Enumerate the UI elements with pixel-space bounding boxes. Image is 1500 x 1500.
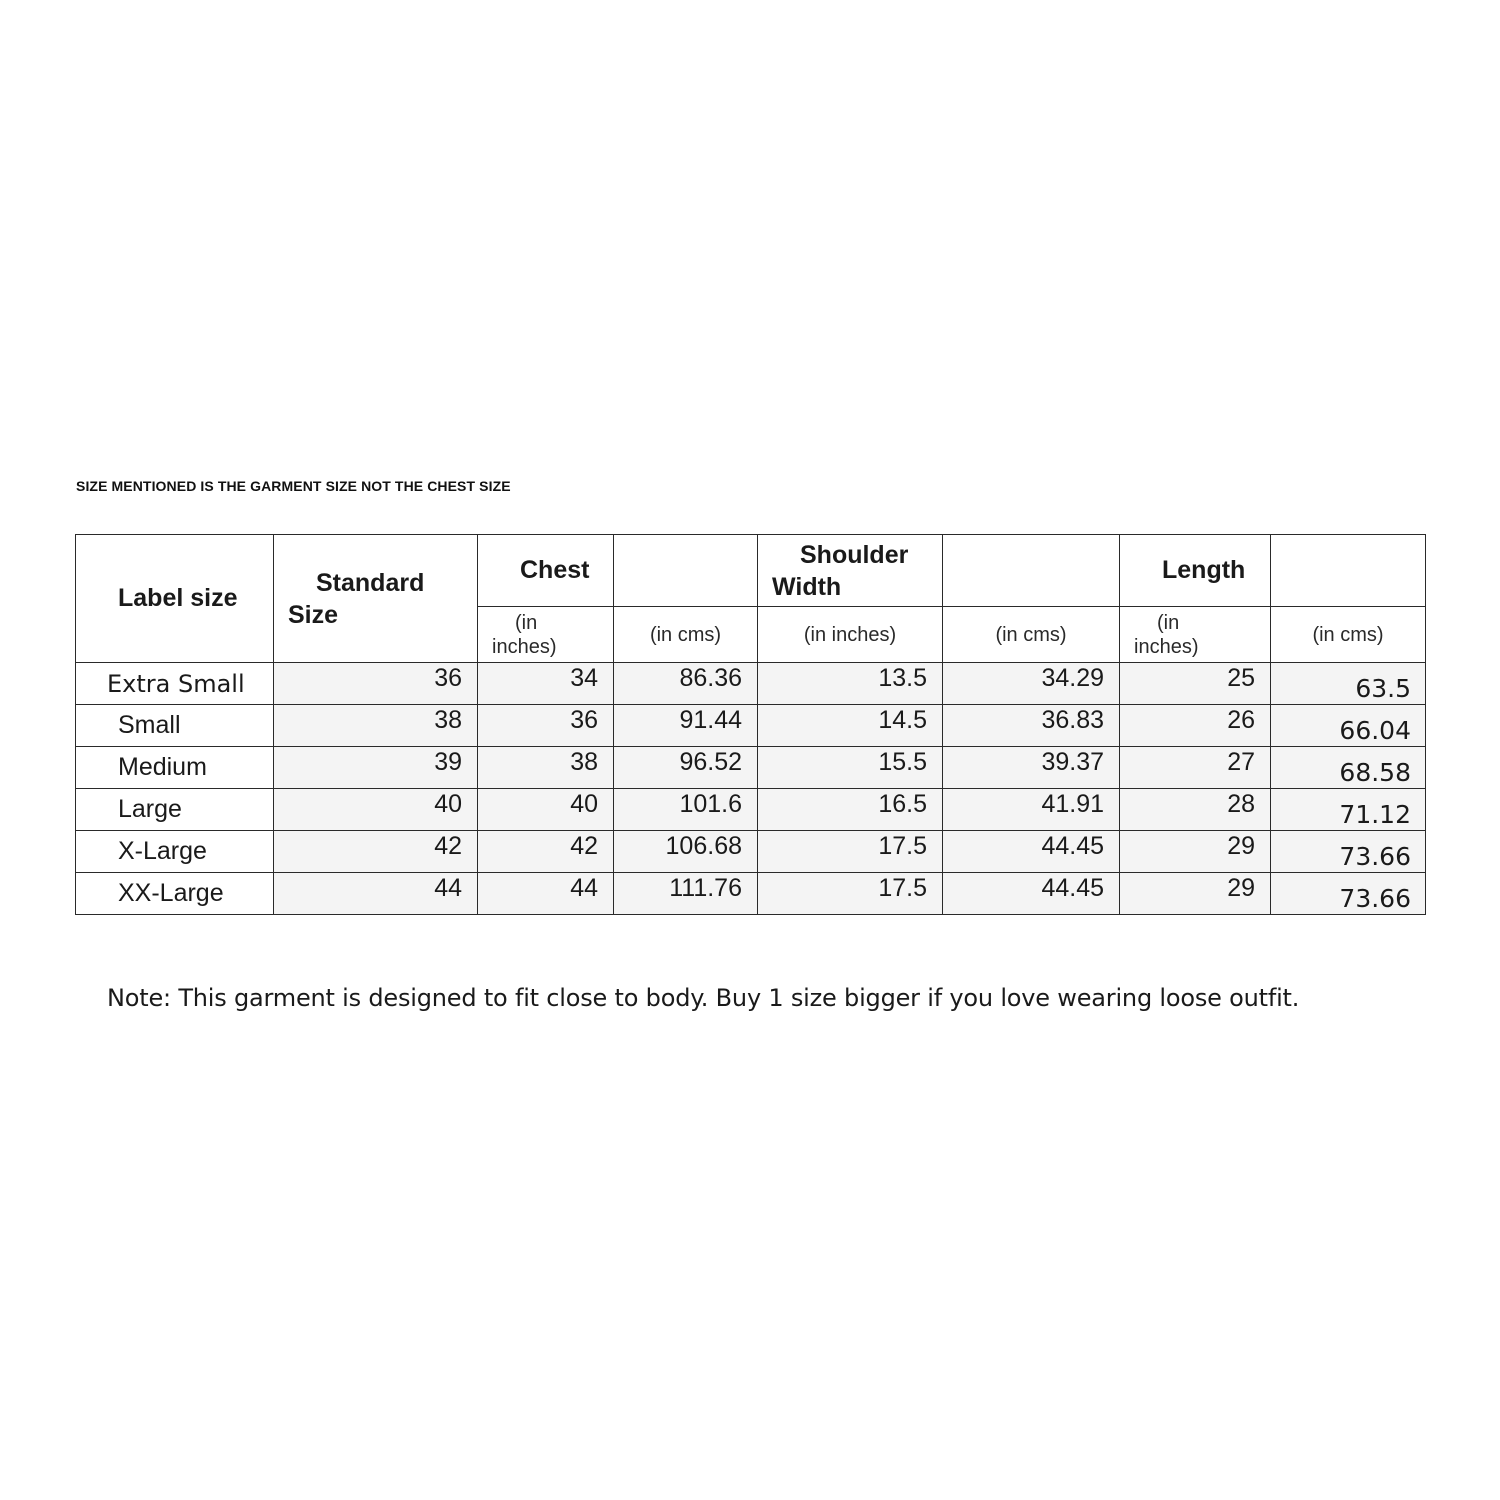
cell-length-cms: 73.66 [1271,831,1426,873]
cell-shoulder-cms: 44.45 [943,831,1120,873]
cell-shoulder-inches: 13.5 [758,663,943,705]
header-shoulder-width [758,535,943,607]
fit-note: Note: This garment is designed to fit close to body. Buy 1 size bigger if you love wearing loose outfit. [107,984,1300,1012]
table-row [76,663,1426,705]
table-row [76,705,1426,747]
cell-standard-size: 38 [274,705,478,747]
unit-shoulder-inches: (in inches) [758,607,943,663]
cell-chest-cms: 101.6 [614,789,758,831]
header-standard-size [274,535,478,663]
header-row [76,535,1426,607]
cell-shoulder-cms: 34.29 [943,663,1120,705]
table-row [76,873,1426,915]
cell-chest-inches: 40 [478,789,614,831]
cell-shoulder-cms: 36.83 [943,705,1120,747]
row-label: Small [76,705,274,747]
cell-standard-size: 40 [274,789,478,831]
cell-shoulder-inches: 14.5 [758,705,943,747]
unit-chest-cms: (in cms) [614,607,758,663]
unit-chest-inches [478,607,614,663]
cell-shoulder-inches: 17.5 [758,873,943,915]
row-label: Extra Small [76,663,274,705]
size-chart-table [75,534,1426,915]
unit-chest-inches-line2: inches) [492,635,557,658]
cell-chest-inches: 36 [478,705,614,747]
cell-shoulder-inches: 15.5 [758,747,943,789]
cell-standard-size: 36 [274,663,478,705]
header-standard-size-line2: Size [288,600,339,629]
cell-chest-inches: 44 [478,873,614,915]
row-label: Large [76,789,274,831]
table-row [76,831,1426,873]
cell-chest-cms: 91.44 [614,705,758,747]
cell-shoulder-cms: 44.45 [943,873,1120,915]
table-row [76,747,1426,789]
cell-length-inches: 25 [1120,663,1271,705]
unit-chest-inches-line1: (in [515,611,538,634]
cell-shoulder-cms: 39.37 [943,747,1120,789]
cell-standard-size: 44 [274,873,478,915]
cell-length-cms: 63.5 [1271,663,1426,705]
header-standard-size-line1: Standard [316,568,425,597]
row-label: XX-Large [76,873,274,915]
cell-length-inches: 27 [1120,747,1271,789]
cell-chest-cms: 86.36 [614,663,758,705]
cell-shoulder-inches: 16.5 [758,789,943,831]
cell-shoulder-cms: 41.91 [943,789,1120,831]
cell-length-cms: 71.12 [1271,789,1426,831]
disclaimer-text: SIZE MENTIONED IS THE GARMENT SIZE NOT THE CHEST SIZE [76,478,511,494]
row-label: X-Large [76,831,274,873]
cell-shoulder-inches: 17.5 [758,831,943,873]
cell-length-inches: 29 [1120,873,1271,915]
header-shoulder-width-line1: Shoulder [800,540,909,569]
header-length: Length [1120,535,1271,607]
header-blank-cell [943,535,1120,607]
unit-shoulder-cms: (in cms) [943,607,1120,663]
cell-standard-size: 42 [274,831,478,873]
cell-standard-size: 39 [274,747,478,789]
cell-length-cms: 73.66 [1271,873,1426,915]
cell-length-inches: 26 [1120,705,1271,747]
cell-chest-cms: 96.52 [614,747,758,789]
header-label-size: Label size [76,535,274,663]
unit-length-inches [1120,607,1271,663]
cell-length-inches: 28 [1120,789,1271,831]
row-label: Medium [76,747,274,789]
table-row [76,789,1426,831]
cell-length-inches: 29 [1120,831,1271,873]
cell-chest-inches: 42 [478,831,614,873]
cell-chest-inches: 34 [478,663,614,705]
header-blank-cell [1271,535,1426,607]
unit-length-cms: (in cms) [1271,607,1426,663]
cell-chest-cms: 106.68 [614,831,758,873]
cell-chest-inches: 38 [478,747,614,789]
header-shoulder-width-line2: Width [772,572,842,601]
cell-length-cms: 66.04 [1271,705,1426,747]
unit-length-inches-line2: inches) [1134,635,1199,658]
header-blank-cell [614,535,758,607]
cell-chest-cms: 111.76 [614,873,758,915]
unit-length-inches-line1: (in [1157,611,1180,634]
cell-length-cms: 68.58 [1271,747,1426,789]
header-chest: Chest [478,535,614,607]
